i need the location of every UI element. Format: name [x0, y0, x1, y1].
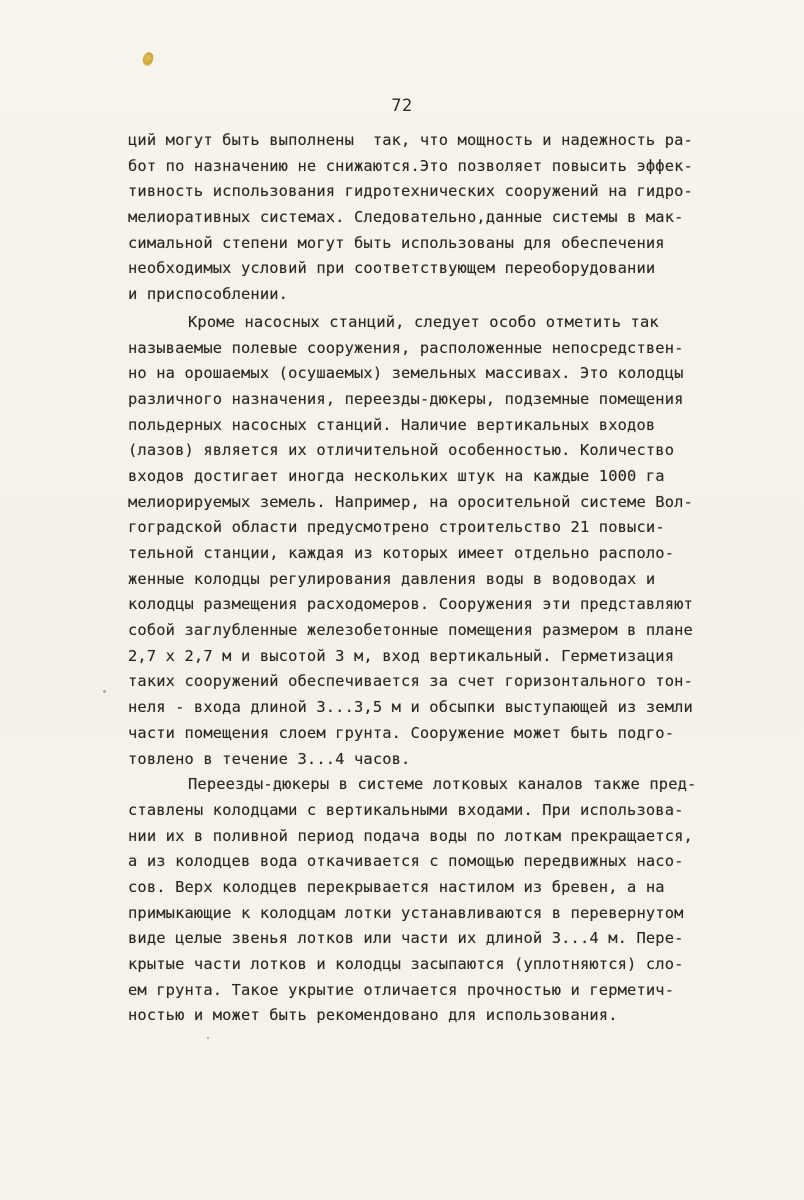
text-line: польдерных насосных станций. Наличие вертикальных входов: [128, 415, 656, 434]
text-line: тельной станции, каждая из которых имеет отдельно располо-: [128, 544, 675, 562]
text-line: колодцы размещения расходомеров. Сооружения эти представляют: [128, 595, 693, 614]
text-line: называемые полевые сооружения, расположенные непосредствен-: [128, 338, 684, 357]
text-line: бот по назначению не снижаются.Это позволяет повысить эффек-: [128, 156, 693, 175]
paragraph-start-line: Переезды-дюкеры в системе лотковых каналов также пред-: [188, 775, 697, 794]
paper-stain: [141, 51, 155, 68]
text-line: тивность использования гидротехнических сооружений на гидро-: [128, 182, 693, 201]
text-line: различного назначения, переезды-дюкеры, подземные помещения: [128, 389, 684, 408]
text-line: и приспособлении.: [128, 285, 289, 304]
paragraph-start-line: Кроме насосных станций, следует особо отметить так: [188, 312, 659, 331]
text-line: 2,7 х 2,7 м и высотой 3 м, вход вертикальный. Герметизация: [128, 646, 675, 665]
text-line: (лазов) является их отличительной особенностью. Количество: [128, 441, 675, 460]
text-line: примыкающие к колодцам лотки устанавливаются в перевернутом: [128, 903, 684, 922]
paper-speck: [103, 690, 106, 693]
text-line: необходимых условий при соответствующем переоборудовании: [128, 259, 656, 278]
body-text: [128, 128, 768, 1029]
text-line: ставлены колодцами с вертикальными входами. При использова-: [128, 800, 684, 819]
text-line: а из колодцев вода откачивается с помощью передвижных насо-: [128, 852, 684, 871]
text-line: входов достигает иногда нескольких штук на каждые 1000 га: [128, 466, 665, 485]
text-line: симальной степени могут быть использованы для обеспечения: [128, 233, 665, 252]
text-line: мелиорируемых земель. Например, на оросительной системе Вол-: [128, 492, 693, 511]
text-line: нии их в поливной период подача воды по лоткам прекращается,: [128, 826, 693, 845]
text-line: мелиоративных системах. Следовательно,данные системы в мак-: [128, 208, 684, 227]
text-line: виде целые звенья лотков или части их длиной 3...4 м. Пере-: [128, 929, 684, 948]
text-line: гоградской области предусмотрено строительство 21 повыси-: [128, 518, 665, 537]
paper-speck: [207, 1037, 209, 1039]
text-line: ем грунта. Такое укрытие отличается прочностью и герметич-: [128, 980, 675, 999]
text-line: ностью и может быть рекомендовано для использования.: [128, 1006, 618, 1025]
text-line: крытые части лотков и колодцы засыпаются (уплотняются) сло-: [128, 955, 684, 973]
text-line: товлено в течение 3...4 часов.: [128, 749, 411, 768]
text-line: но на орошаемых (осушаемых) земельных массивах. Это колодцы: [128, 364, 684, 383]
page-number: 72: [391, 96, 413, 116]
text-line: части помещения слоем грунта. Сооружение может быть подго-: [128, 723, 675, 742]
text-line: женные колодцы регулирования давления воды в водоводах и: [128, 569, 656, 588]
text-line: ций могут быть выполнены так, что мощность и надежность ра-: [128, 131, 693, 149]
text-line: собой заглубленные железобетонные помещения размером в плане: [128, 621, 693, 640]
text-line: сов. Верх колодцев перекрывается настилом из бревен, а на: [128, 877, 665, 896]
text-line: таких сооружений обеспечивается за счет горизонтального тон-: [128, 672, 693, 691]
text-line: неля - входа длиной 3...3,5 м и обсыпки выступающей из земли: [128, 698, 693, 717]
